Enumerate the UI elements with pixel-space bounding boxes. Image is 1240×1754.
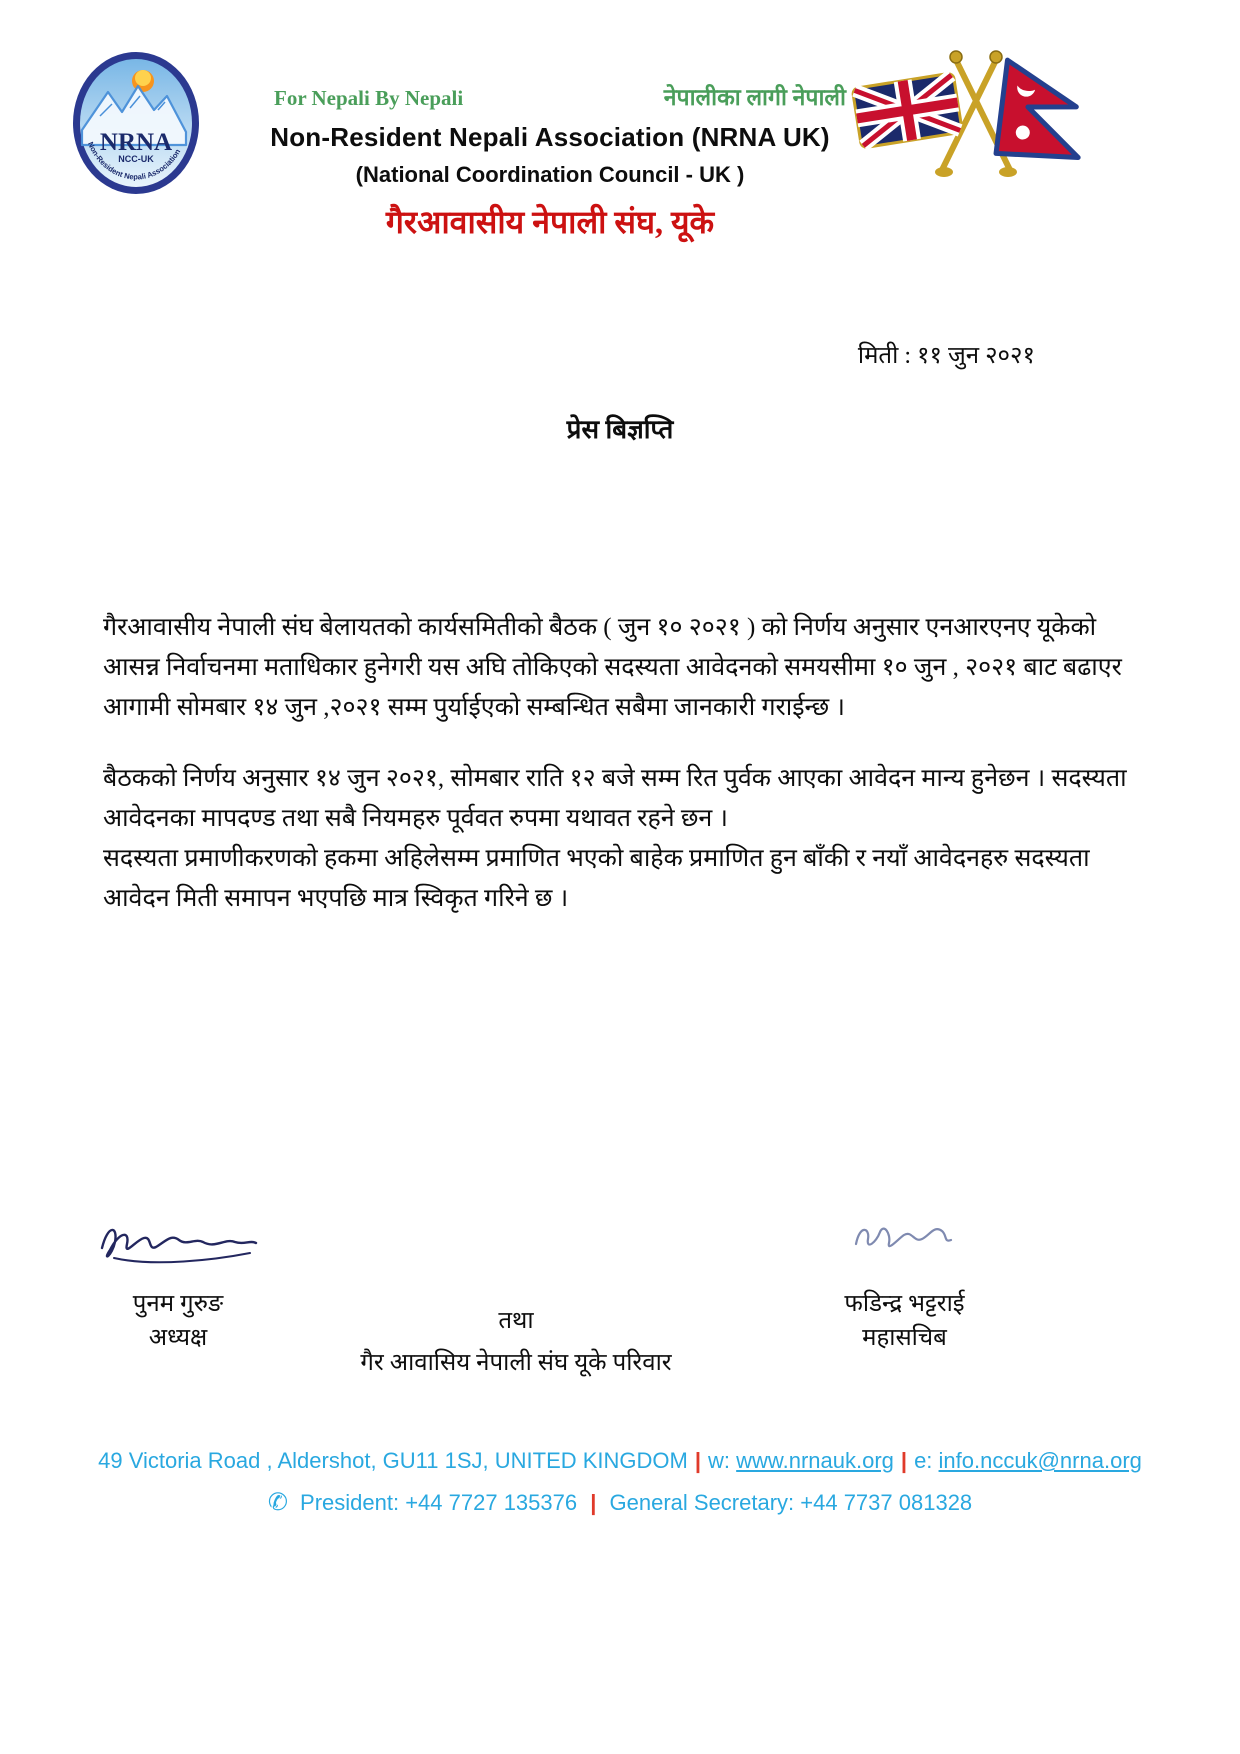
body-text (103, 608, 1138, 919)
footer-secretary-phone: General Secretary: +44 7737 081328 (609, 1490, 973, 1515)
phone-icon: ✆ (267, 1489, 288, 1516)
president-name: पुनम गुरुङ (132, 1291, 224, 1317)
flags-svg (850, 46, 1092, 180)
secretary-role: महासचिब (862, 1325, 947, 1351)
footer-president-phone: President: +44 7727 135376 (300, 1490, 578, 1515)
nrna-logo (70, 50, 202, 198)
president-role: अध्यक्ष (148, 1325, 208, 1351)
logo-acronym: NRNA (99, 129, 173, 156)
org-name-nepali: गैरआवासीय नेपाली संघ, यूके (385, 204, 715, 240)
footer-separator: | (590, 1490, 597, 1515)
org-council-line: (National Coordination Council - UK ) (355, 162, 745, 187)
footer-address: 49 Victoria Road , Aldershot, GU11 1SJ, UNITED KINGDOM (98, 1448, 688, 1473)
secretary-signature-icon (850, 1212, 960, 1260)
footer-separator: | (900, 1448, 908, 1473)
tagline-nepali: नेपालीका लागी नेपाली (663, 85, 846, 110)
tagline-english: For Nepali By Nepali (274, 86, 464, 110)
signature-block-president (88, 1212, 268, 1355)
org-name-english: Non-Resident Nepali Association (NRNA UK) (270, 122, 830, 152)
closing-family-line: गैर आवासिय नेपाली संघ यूके परिवार (360, 1350, 672, 1376)
president-signature-icon (92, 1212, 264, 1274)
paragraph-3: सदस्यता प्रमाणीकरणको हकमा अहिलेसम्म प्रमाणित भएको बाहेक प्रमाणित हुन बाँकी र नयाँ आवेदनहरु सदस्यता आवेदन मिती समापन भएपछि मात्र स्विकृत गरिने छ । (103, 845, 1090, 912)
logo-ring-text: Non-Resident Nepali Association (85, 140, 183, 182)
closing-conjunction: तथा (498, 1308, 534, 1334)
logo-sub: NCC-UK (118, 154, 154, 164)
footer-phone-line (60, 1488, 1180, 1517)
footer-address-line (60, 1448, 1180, 1474)
footer-email-link[interactable]: info.nccuk@nrna.org (938, 1448, 1142, 1473)
document-title: प्रेस बिज्ञप्ति (566, 415, 674, 444)
footer (60, 1448, 1180, 1517)
paragraph-1: गैरआवासीय नेपाली संघ बेलायतको कार्यसमितीको बैठक ( जुन १० २०२१ ) को निर्णय अनुसार एनआरएनए यूकेको आसन्न निर्वाचनमा मताधिकार हुनेगरी यस अघि तोकिएको सदस्यता आवेदनको समयसीमा १० जुन , २०२१ बाट बढाएर आगामी सोमबार १४ जुन ,२०२१ सम्म पुर्याईएको सम्बन्धित सबैमा जानकारी गराईन्छ । (103, 614, 1122, 721)
paragraph-2: बैठकको निर्णय अनुसार १४ जुन २०२१, सोमबार राति १२ बजे सम्म रित पुर्वक आएका आवेदन मान्य हुनेछन । सदस्यता आवेदनका मापदण्ड तथा सबै नियमहरु पूर्ववत रुपमा यथावत रहने छन । (103, 765, 1127, 832)
closing-center-block (330, 1300, 702, 1384)
signature-block-secretary (812, 1212, 997, 1355)
footer-web-label: w: (708, 1448, 731, 1473)
uk-nepal-flags-icon (850, 46, 1092, 180)
date-line: मिती : ११ जुन २०२१ (857, 343, 1035, 369)
footer-separator: | (694, 1448, 702, 1473)
footer-email-label: e: (914, 1448, 933, 1473)
secretary-name: फडिन्द्र भट्टराई (844, 1291, 965, 1317)
letterhead (248, 80, 852, 243)
footer-website-link[interactable]: www.nrnauk.org (736, 1448, 894, 1473)
tagline-row (248, 80, 852, 112)
nrna-logo-icon (70, 50, 202, 198)
